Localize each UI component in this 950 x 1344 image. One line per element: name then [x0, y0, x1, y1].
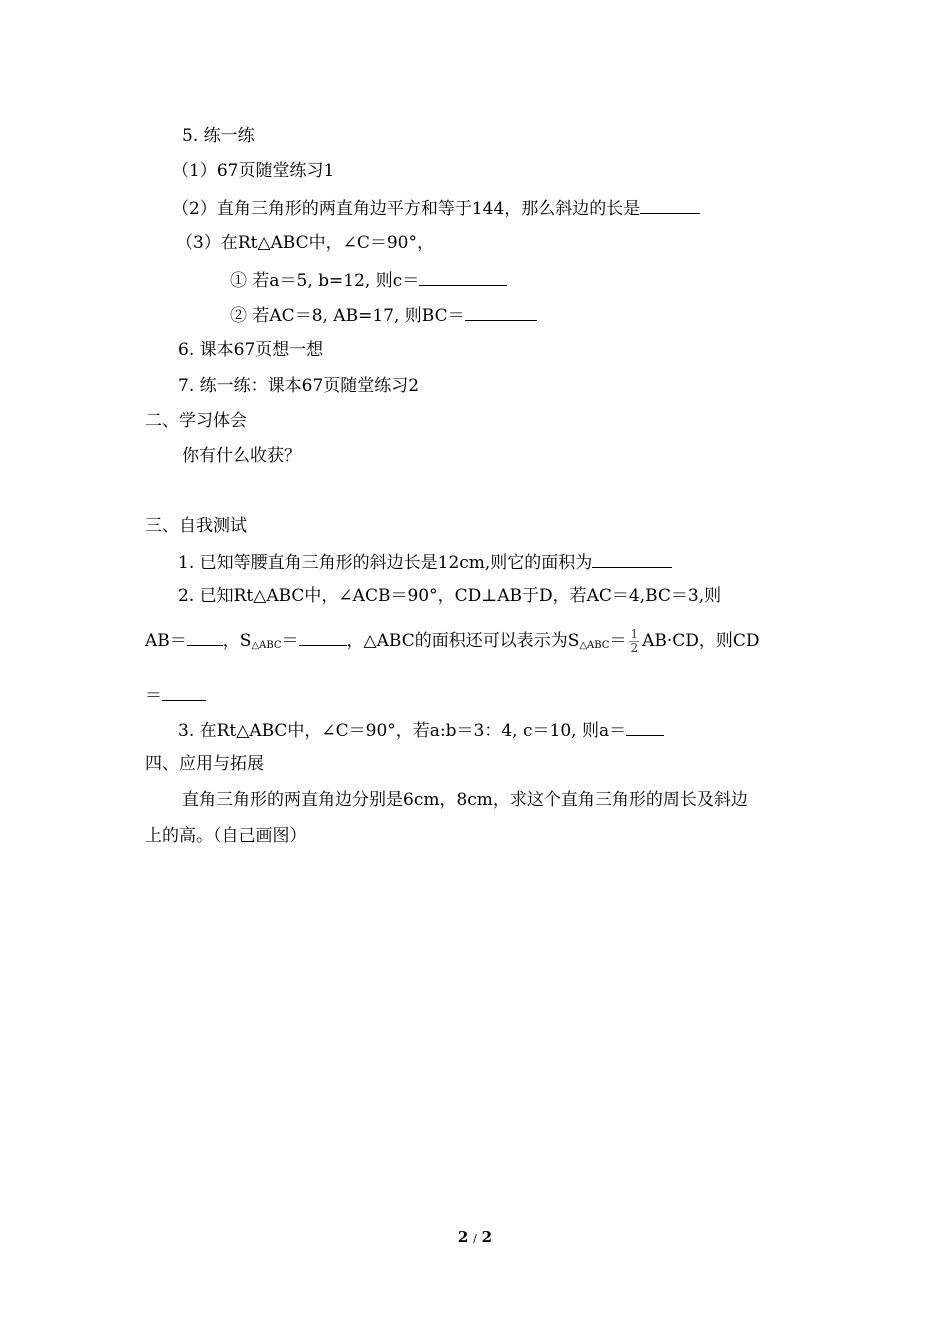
item-5-3: （3）在Rt△ABC中，∠C＝90°， — [176, 233, 434, 253]
item-5-2 — [172, 196, 700, 220]
current-page: 2 — [457, 1228, 469, 1246]
test-2-answer-line — [145, 683, 206, 707]
test-3-text: 3. 在Rt△ABC中，∠C＝90°，若a:b＝3：4, c＝10, 则a＝ — [178, 721, 627, 741]
item-5-3-b-text: ② 若AC＝8, AB=17, 则BC＝ — [230, 306, 465, 326]
section-heading-4: 四、应用与拓展 — [145, 754, 264, 774]
answer-blank[interactable] — [592, 550, 672, 568]
fraction-numerator: 1 — [630, 627, 639, 641]
application-paragraph-line-2: 上的高。（自己画图） — [145, 826, 307, 846]
test-2-continued — [145, 628, 760, 657]
application-paragraph-line-1: 直角三角形的两直角边分别是6cm，8cm，求这个直角三角形的周长及斜边 — [182, 790, 748, 810]
test-1-text: 1. 已知等腰直角三角形的斜边长是12cm,则它的面积为 — [178, 553, 593, 573]
answer-blank[interactable] — [187, 628, 223, 646]
page-separator: / — [473, 1232, 477, 1245]
fraction-one-half — [629, 628, 639, 655]
item-5: 5. 练一练 — [182, 126, 255, 146]
item-7: 7. 练一练：课本67页随堂练习2 — [178, 376, 420, 396]
answer-blank[interactable] — [162, 683, 206, 701]
t2-eq: ＝ — [281, 631, 299, 651]
item-6: 6. 课本67页想一想 — [178, 340, 324, 360]
item-5-3-a-text: ① 若a＝5, b=12, 则c＝ — [230, 271, 420, 291]
test-2: 2. 已知Rt△ABC中，∠ACB＝90°，CD⊥AB于D，若AC＝4,BC＝3,则 — [178, 586, 722, 606]
t2-subscript: △ABC — [579, 640, 610, 651]
t2-ab-label: AB＝ — [145, 631, 187, 651]
item-5-3-b — [230, 303, 537, 327]
answer-blank[interactable] — [299, 628, 347, 646]
section-heading-2: 二、学习体会 — [145, 411, 247, 431]
item-5-3-a — [230, 268, 507, 292]
t2-eq: ＝ — [609, 631, 627, 651]
page-number — [0, 1228, 950, 1246]
reflection-question: 你有什么收获？ — [182, 446, 301, 466]
answer-blank[interactable] — [626, 718, 664, 736]
test-3 — [178, 718, 664, 742]
t2-cd-eq: ＝ — [145, 686, 162, 706]
answer-blank[interactable] — [640, 196, 700, 214]
t2-s-label: ，S — [222, 631, 252, 651]
t2-mid-text: ，△ABC的面积还可以表示为S — [346, 631, 580, 651]
total-pages: 2 — [481, 1228, 493, 1246]
test-1 — [178, 550, 672, 574]
item-5-2-text: （2）直角三角形的两直角边平方和等于144，那么斜边的长是 — [172, 199, 641, 219]
answer-blank[interactable] — [419, 268, 507, 286]
t2-tail-text: AB·CD，则CD — [642, 631, 760, 651]
section-heading-3: 三、自我测试 — [145, 516, 247, 536]
item-5-1: （1）67页随堂练习1 — [172, 161, 335, 181]
t2-subscript: △ABC — [251, 640, 282, 651]
fraction-denominator: 2 — [630, 641, 639, 655]
answer-blank[interactable] — [465, 303, 537, 321]
